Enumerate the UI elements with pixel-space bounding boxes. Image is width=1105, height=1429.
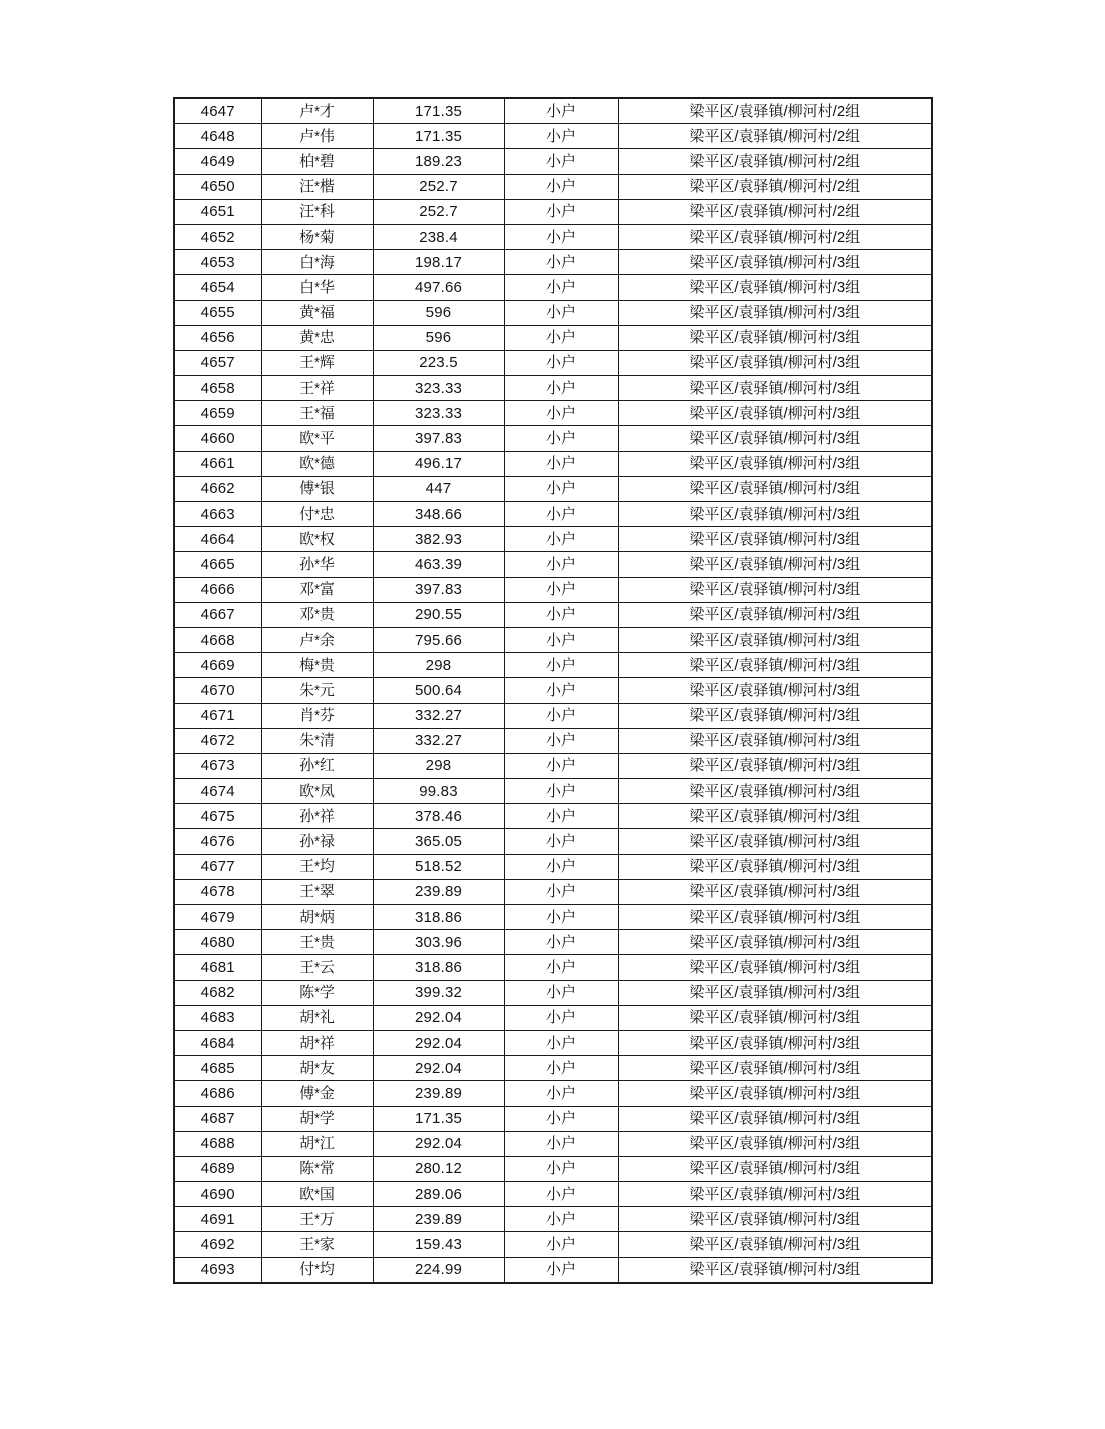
cell-person-name: 汪*楷 xyxy=(261,174,373,199)
cell-serial-number: 4673 xyxy=(174,753,261,778)
cell-amount: 292.04 xyxy=(373,1131,504,1156)
table-row xyxy=(174,376,932,401)
table-row xyxy=(174,980,932,1005)
table-row xyxy=(174,1056,932,1081)
cell-household-type: 小户 xyxy=(504,502,618,527)
cell-location: 梁平区/袁驿镇/柳河村/3组 xyxy=(618,678,932,703)
cell-location: 梁平区/袁驿镇/柳河村/3组 xyxy=(618,1106,932,1131)
cell-amount: 198.17 xyxy=(373,250,504,275)
table-row xyxy=(174,527,932,552)
table-row xyxy=(174,476,932,501)
cell-serial-number: 4663 xyxy=(174,502,261,527)
table-row xyxy=(174,325,932,350)
cell-location: 梁平区/袁驿镇/柳河村/3组 xyxy=(618,350,932,375)
cell-location: 梁平区/袁驿镇/柳河村/3组 xyxy=(618,552,932,577)
cell-amount: 463.39 xyxy=(373,552,504,577)
cell-amount: 171.35 xyxy=(373,1106,504,1131)
cell-serial-number: 4684 xyxy=(174,1030,261,1055)
cell-household-type: 小户 xyxy=(504,350,618,375)
cell-location: 梁平区/袁驿镇/柳河村/3组 xyxy=(618,955,932,980)
cell-amount: 397.83 xyxy=(373,577,504,602)
cell-person-name: 邓*贵 xyxy=(261,602,373,627)
cell-person-name: 王*万 xyxy=(261,1207,373,1232)
table-row xyxy=(174,1257,932,1283)
cell-household-type: 小户 xyxy=(504,1131,618,1156)
cell-household-type: 小户 xyxy=(504,149,618,174)
cell-serial-number: 4691 xyxy=(174,1207,261,1232)
cell-serial-number: 4671 xyxy=(174,703,261,728)
table-row xyxy=(174,1131,932,1156)
cell-person-name: 朱*元 xyxy=(261,678,373,703)
cell-amount: 365.05 xyxy=(373,829,504,854)
cell-person-name: 朱*清 xyxy=(261,728,373,753)
table-row xyxy=(174,829,932,854)
cell-amount: 238.4 xyxy=(373,224,504,249)
cell-amount: 290.55 xyxy=(373,602,504,627)
cell-household-type: 小户 xyxy=(504,325,618,350)
cell-household-type: 小户 xyxy=(504,980,618,1005)
table-row xyxy=(174,955,932,980)
cell-amount: 99.83 xyxy=(373,779,504,804)
table-row xyxy=(174,930,932,955)
cell-person-name: 胡*礼 xyxy=(261,1005,373,1030)
cell-location: 梁平区/袁驿镇/柳河村/2组 xyxy=(618,174,932,199)
cell-amount: 292.04 xyxy=(373,1030,504,1055)
cell-person-name: 肖*芬 xyxy=(261,703,373,728)
cell-serial-number: 4647 xyxy=(174,98,261,124)
cell-location: 梁平区/袁驿镇/柳河村/2组 xyxy=(618,149,932,174)
cell-amount: 223.5 xyxy=(373,350,504,375)
cell-location: 梁平区/袁驿镇/柳河村/3组 xyxy=(618,879,932,904)
cell-household-type: 小户 xyxy=(504,426,618,451)
cell-household-type: 小户 xyxy=(504,905,618,930)
cell-serial-number: 4678 xyxy=(174,879,261,904)
cell-serial-number: 4677 xyxy=(174,854,261,879)
cell-household-type: 小户 xyxy=(504,728,618,753)
cell-person-name: 白*华 xyxy=(261,275,373,300)
cell-location: 梁平区/袁驿镇/柳河村/3组 xyxy=(618,1030,932,1055)
table-row xyxy=(174,451,932,476)
cell-person-name: 傅*金 xyxy=(261,1081,373,1106)
cell-person-name: 卢*余 xyxy=(261,627,373,652)
table-row xyxy=(174,653,932,678)
cell-serial-number: 4653 xyxy=(174,250,261,275)
cell-person-name: 王*祥 xyxy=(261,376,373,401)
cell-location: 梁平区/袁驿镇/柳河村/3组 xyxy=(618,275,932,300)
cell-serial-number: 4664 xyxy=(174,527,261,552)
cell-serial-number: 4654 xyxy=(174,275,261,300)
cell-location: 梁平区/袁驿镇/柳河村/3组 xyxy=(618,502,932,527)
cell-amount: 399.32 xyxy=(373,980,504,1005)
cell-location: 梁平区/袁驿镇/柳河村/3组 xyxy=(618,1156,932,1181)
cell-location: 梁平区/袁驿镇/柳河村/3组 xyxy=(618,527,932,552)
table-row xyxy=(174,502,932,527)
cell-serial-number: 4690 xyxy=(174,1182,261,1207)
cell-location: 梁平区/袁驿镇/柳河村/3组 xyxy=(618,905,932,930)
table-row xyxy=(174,854,932,879)
cell-location: 梁平区/袁驿镇/柳河村/2组 xyxy=(618,199,932,224)
cell-location: 梁平区/袁驿镇/柳河村/3组 xyxy=(618,980,932,1005)
cell-person-name: 孙*禄 xyxy=(261,829,373,854)
cell-serial-number: 4659 xyxy=(174,401,261,426)
cell-location: 梁平区/袁驿镇/柳河村/3组 xyxy=(618,804,932,829)
cell-amount: 348.66 xyxy=(373,502,504,527)
cell-person-name: 柏*碧 xyxy=(261,149,373,174)
cell-serial-number: 4652 xyxy=(174,224,261,249)
cell-serial-number: 4685 xyxy=(174,1056,261,1081)
cell-amount: 298 xyxy=(373,753,504,778)
cell-person-name: 黄*忠 xyxy=(261,325,373,350)
cell-amount: 252.7 xyxy=(373,174,504,199)
cell-person-name: 陈*常 xyxy=(261,1156,373,1181)
cell-serial-number: 4688 xyxy=(174,1131,261,1156)
table-row xyxy=(174,275,932,300)
cell-amount: 239.89 xyxy=(373,1207,504,1232)
cell-household-type: 小户 xyxy=(504,401,618,426)
cell-serial-number: 4661 xyxy=(174,451,261,476)
cell-amount: 496.17 xyxy=(373,451,504,476)
cell-location: 梁平区/袁驿镇/柳河村/3组 xyxy=(618,376,932,401)
cell-location: 梁平区/袁驿镇/柳河村/3组 xyxy=(618,627,932,652)
cell-amount: 239.89 xyxy=(373,879,504,904)
cell-location: 梁平区/袁驿镇/柳河村/3组 xyxy=(618,829,932,854)
table-row xyxy=(174,1081,932,1106)
cell-location: 梁平区/袁驿镇/柳河村/3组 xyxy=(618,250,932,275)
cell-household-type: 小户 xyxy=(504,955,618,980)
cell-person-name: 欧*平 xyxy=(261,426,373,451)
cell-location: 梁平区/袁驿镇/柳河村/3组 xyxy=(618,1056,932,1081)
cell-household-type: 小户 xyxy=(504,1182,618,1207)
cell-person-name: 孙*祥 xyxy=(261,804,373,829)
cell-serial-number: 4682 xyxy=(174,980,261,1005)
cell-household-type: 小户 xyxy=(504,1030,618,1055)
cell-amount: 500.64 xyxy=(373,678,504,703)
cell-amount: 189.23 xyxy=(373,149,504,174)
cell-location: 梁平区/袁驿镇/柳河村/3组 xyxy=(618,753,932,778)
cell-household-type: 小户 xyxy=(504,804,618,829)
cell-serial-number: 4648 xyxy=(174,124,261,149)
cell-household-type: 小户 xyxy=(504,1005,618,1030)
cell-location: 梁平区/袁驿镇/柳河村/2组 xyxy=(618,124,932,149)
table-row xyxy=(174,627,932,652)
cell-household-type: 小户 xyxy=(504,653,618,678)
cell-household-type: 小户 xyxy=(504,275,618,300)
cell-location: 梁平区/袁驿镇/柳河村/3组 xyxy=(618,930,932,955)
cell-amount: 518.52 xyxy=(373,854,504,879)
cell-serial-number: 4687 xyxy=(174,1106,261,1131)
cell-person-name: 孙*华 xyxy=(261,552,373,577)
cell-person-name: 胡*江 xyxy=(261,1131,373,1156)
cell-serial-number: 4657 xyxy=(174,350,261,375)
cell-amount: 239.89 xyxy=(373,1081,504,1106)
cell-amount: 252.7 xyxy=(373,199,504,224)
cell-location: 梁平区/袁驿镇/柳河村/3组 xyxy=(618,325,932,350)
cell-location: 梁平区/袁驿镇/柳河村/3组 xyxy=(618,401,932,426)
cell-amount: 382.93 xyxy=(373,527,504,552)
cell-location: 梁平区/袁驿镇/柳河村/3组 xyxy=(618,426,932,451)
cell-person-name: 傅*银 xyxy=(261,476,373,501)
cell-household-type: 小户 xyxy=(504,930,618,955)
cell-serial-number: 4680 xyxy=(174,930,261,955)
cell-serial-number: 4674 xyxy=(174,779,261,804)
cell-person-name: 付*忠 xyxy=(261,502,373,527)
cell-serial-number: 4655 xyxy=(174,300,261,325)
cell-serial-number: 4658 xyxy=(174,376,261,401)
cell-household-type: 小户 xyxy=(504,98,618,124)
cell-person-name: 王*云 xyxy=(261,955,373,980)
table-row xyxy=(174,350,932,375)
cell-person-name: 王*辉 xyxy=(261,350,373,375)
cell-location: 梁平区/袁驿镇/柳河村/3组 xyxy=(618,451,932,476)
cell-person-name: 卢*才 xyxy=(261,98,373,124)
cell-serial-number: 4686 xyxy=(174,1081,261,1106)
cell-amount: 303.96 xyxy=(373,930,504,955)
cell-amount: 292.04 xyxy=(373,1005,504,1030)
table-row xyxy=(174,149,932,174)
cell-location: 梁平区/袁驿镇/柳河村/3组 xyxy=(618,577,932,602)
table-row xyxy=(174,577,932,602)
cell-location: 梁平区/袁驿镇/柳河村/3组 xyxy=(618,1257,932,1283)
cell-serial-number: 4672 xyxy=(174,728,261,753)
cell-household-type: 小户 xyxy=(504,854,618,879)
table-row xyxy=(174,224,932,249)
cell-household-type: 小户 xyxy=(504,250,618,275)
cell-location: 梁平区/袁驿镇/柳河村/3组 xyxy=(618,703,932,728)
cell-person-name: 黄*福 xyxy=(261,300,373,325)
table-row xyxy=(174,728,932,753)
cell-location: 梁平区/袁驿镇/柳河村/3组 xyxy=(618,1207,932,1232)
cell-location: 梁平区/袁驿镇/柳河村/3组 xyxy=(618,1131,932,1156)
cell-serial-number: 4675 xyxy=(174,804,261,829)
cell-amount: 323.33 xyxy=(373,401,504,426)
cell-location: 梁平区/袁驿镇/柳河村/3组 xyxy=(618,602,932,627)
cell-location: 梁平区/袁驿镇/柳河村/3组 xyxy=(618,854,932,879)
cell-household-type: 小户 xyxy=(504,300,618,325)
table-row xyxy=(174,602,932,627)
cell-person-name: 欧*凤 xyxy=(261,779,373,804)
table-row xyxy=(174,1182,932,1207)
cell-household-type: 小户 xyxy=(504,451,618,476)
table-row xyxy=(174,1232,932,1257)
cell-location: 梁平区/袁驿镇/柳河村/2组 xyxy=(618,98,932,124)
cell-amount: 447 xyxy=(373,476,504,501)
cell-amount: 323.33 xyxy=(373,376,504,401)
cell-household-type: 小户 xyxy=(504,1232,618,1257)
table-body xyxy=(174,98,932,1283)
table-row xyxy=(174,199,932,224)
cell-household-type: 小户 xyxy=(504,1081,618,1106)
table-row xyxy=(174,300,932,325)
table-row xyxy=(174,905,932,930)
cell-serial-number: 4650 xyxy=(174,174,261,199)
cell-household-type: 小户 xyxy=(504,174,618,199)
table-row xyxy=(174,124,932,149)
cell-amount: 298 xyxy=(373,653,504,678)
cell-amount: 596 xyxy=(373,325,504,350)
cell-serial-number: 4651 xyxy=(174,199,261,224)
cell-person-name: 梅*贵 xyxy=(261,653,373,678)
cell-serial-number: 4665 xyxy=(174,552,261,577)
cell-serial-number: 4679 xyxy=(174,905,261,930)
cell-household-type: 小户 xyxy=(504,224,618,249)
cell-household-type: 小户 xyxy=(504,1207,618,1232)
cell-amount: 171.35 xyxy=(373,124,504,149)
cell-location: 梁平区/袁驿镇/柳河村/3组 xyxy=(618,1081,932,1106)
cell-household-type: 小户 xyxy=(504,602,618,627)
cell-serial-number: 4656 xyxy=(174,325,261,350)
cell-person-name: 胡*炳 xyxy=(261,905,373,930)
cell-person-name: 付*均 xyxy=(261,1257,373,1283)
cell-serial-number: 4693 xyxy=(174,1257,261,1283)
cell-amount: 795.66 xyxy=(373,627,504,652)
cell-household-type: 小户 xyxy=(504,552,618,577)
cell-household-type: 小户 xyxy=(504,753,618,778)
cell-location: 梁平区/袁驿镇/柳河村/3组 xyxy=(618,300,932,325)
cell-person-name: 胡*友 xyxy=(261,1056,373,1081)
table-row xyxy=(174,879,932,904)
cell-location: 梁平区/袁驿镇/柳河村/3组 xyxy=(618,728,932,753)
cell-household-type: 小户 xyxy=(504,678,618,703)
table-row xyxy=(174,1106,932,1131)
cell-serial-number: 4649 xyxy=(174,149,261,174)
cell-person-name: 胡*学 xyxy=(261,1106,373,1131)
cell-amount: 318.86 xyxy=(373,955,504,980)
cell-serial-number: 4669 xyxy=(174,653,261,678)
cell-amount: 332.27 xyxy=(373,703,504,728)
cell-household-type: 小户 xyxy=(504,199,618,224)
cell-amount: 332.27 xyxy=(373,728,504,753)
cell-household-type: 小户 xyxy=(504,476,618,501)
cell-location: 梁平区/袁驿镇/柳河村/3组 xyxy=(618,653,932,678)
table-row xyxy=(174,703,932,728)
cell-person-name: 杨*菊 xyxy=(261,224,373,249)
cell-serial-number: 4662 xyxy=(174,476,261,501)
cell-person-name: 孙*红 xyxy=(261,753,373,778)
cell-person-name: 陈*学 xyxy=(261,980,373,1005)
cell-household-type: 小户 xyxy=(504,1156,618,1181)
table-row xyxy=(174,250,932,275)
cell-person-name: 欧*权 xyxy=(261,527,373,552)
cell-amount: 224.99 xyxy=(373,1257,504,1283)
cell-amount: 497.66 xyxy=(373,275,504,300)
cell-amount: 289.06 xyxy=(373,1182,504,1207)
household-subsidy-table xyxy=(173,97,933,1284)
cell-household-type: 小户 xyxy=(504,124,618,149)
cell-household-type: 小户 xyxy=(504,879,618,904)
cell-household-type: 小户 xyxy=(504,1106,618,1131)
table-row xyxy=(174,678,932,703)
cell-person-name: 王*贵 xyxy=(261,930,373,955)
cell-serial-number: 4681 xyxy=(174,955,261,980)
cell-household-type: 小户 xyxy=(504,703,618,728)
table-row xyxy=(174,1156,932,1181)
cell-person-name: 卢*伟 xyxy=(261,124,373,149)
table-row xyxy=(174,753,932,778)
cell-amount: 596 xyxy=(373,300,504,325)
cell-amount: 171.35 xyxy=(373,98,504,124)
cell-serial-number: 4668 xyxy=(174,627,261,652)
cell-household-type: 小户 xyxy=(504,577,618,602)
cell-serial-number: 4660 xyxy=(174,426,261,451)
cell-amount: 378.46 xyxy=(373,804,504,829)
cell-location: 梁平区/袁驿镇/柳河村/3组 xyxy=(618,476,932,501)
cell-serial-number: 4689 xyxy=(174,1156,261,1181)
cell-household-type: 小户 xyxy=(504,779,618,804)
cell-serial-number: 4667 xyxy=(174,602,261,627)
cell-person-name: 汪*科 xyxy=(261,199,373,224)
table-row xyxy=(174,426,932,451)
cell-serial-number: 4666 xyxy=(174,577,261,602)
cell-person-name: 王*均 xyxy=(261,854,373,879)
cell-serial-number: 4676 xyxy=(174,829,261,854)
cell-serial-number: 4670 xyxy=(174,678,261,703)
table-row xyxy=(174,1207,932,1232)
cell-person-name: 欧*德 xyxy=(261,451,373,476)
table-row xyxy=(174,779,932,804)
cell-location: 梁平区/袁驿镇/柳河村/2组 xyxy=(618,224,932,249)
cell-serial-number: 4692 xyxy=(174,1232,261,1257)
table-row xyxy=(174,552,932,577)
cell-person-name: 欧*国 xyxy=(261,1182,373,1207)
cell-person-name: 胡*祥 xyxy=(261,1030,373,1055)
cell-household-type: 小户 xyxy=(504,527,618,552)
cell-person-name: 王*家 xyxy=(261,1232,373,1257)
table-row xyxy=(174,804,932,829)
cell-location: 梁平区/袁驿镇/柳河村/3组 xyxy=(618,1182,932,1207)
cell-household-type: 小户 xyxy=(504,1257,618,1283)
cell-serial-number: 4683 xyxy=(174,1005,261,1030)
cell-person-name: 白*海 xyxy=(261,250,373,275)
cell-household-type: 小户 xyxy=(504,376,618,401)
cell-person-name: 邓*富 xyxy=(261,577,373,602)
cell-household-type: 小户 xyxy=(504,829,618,854)
cell-household-type: 小户 xyxy=(504,1056,618,1081)
cell-household-type: 小户 xyxy=(504,627,618,652)
cell-amount: 159.43 xyxy=(373,1232,504,1257)
cell-amount: 397.83 xyxy=(373,426,504,451)
table-row xyxy=(174,174,932,199)
table-row xyxy=(174,98,932,124)
table-row xyxy=(174,1030,932,1055)
cell-amount: 292.04 xyxy=(373,1056,504,1081)
cell-amount: 318.86 xyxy=(373,905,504,930)
table-row xyxy=(174,401,932,426)
table-row xyxy=(174,1005,932,1030)
cell-location: 梁平区/袁驿镇/柳河村/3组 xyxy=(618,1232,932,1257)
cell-amount: 280.12 xyxy=(373,1156,504,1181)
cell-person-name: 王*翠 xyxy=(261,879,373,904)
cell-person-name: 王*福 xyxy=(261,401,373,426)
cell-location: 梁平区/袁驿镇/柳河村/3组 xyxy=(618,1005,932,1030)
cell-location: 梁平区/袁驿镇/柳河村/3组 xyxy=(618,779,932,804)
